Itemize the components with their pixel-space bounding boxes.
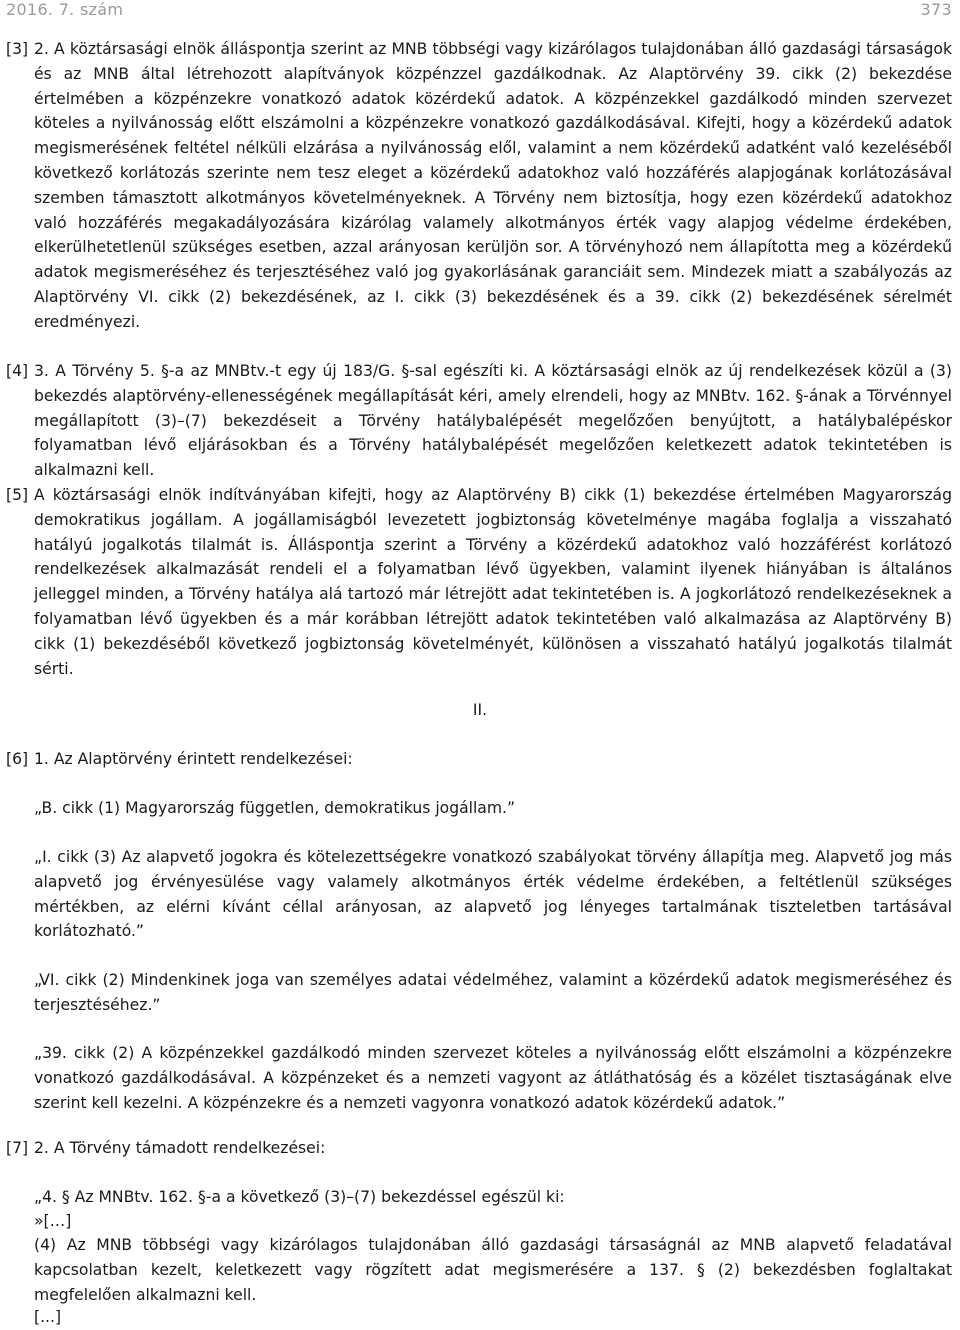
paragraph-text: 2. A Törvény támadott rendelkezései: (34, 1139, 326, 1157)
quote-ellipsis-open: »[…] (34, 1212, 72, 1230)
page-number: 373 (920, 0, 952, 19)
paragraph-number: [7] (6, 1139, 29, 1157)
paragraph-number: [6] (6, 750, 29, 768)
page-header (6, 0, 952, 26)
quote-i-cikk: „I. cikk (3) Az alapvető jogokra és kötelezettségekre vonatkozó szabályokat törvény állapítja meg. Alapvető jog más alapvető jog érvényesülése vagy valamely alkotmányos érték védelme érdekében, a feltétlenül szükséges mértékben, az elérni kívánt céllal arányosan, az alapvető jog lényeges tartalmának tiszteletben tartásával korlátozható.” (34, 848, 952, 941)
section-heading: II. (472, 701, 488, 719)
paragraph-3 (6, 37, 952, 335)
paragraph-4 (6, 359, 952, 483)
quote-ellipsis-end: [...] (34, 1308, 62, 1326)
paragraph-5 (6, 483, 952, 681)
paragraph-text: A köztársasági elnök indítványában kifejti, hogy az Alaptörvény B) cikk (1) bekezdése értelmében Magyarország demokratikus jogállam. A jogállamiságból levezetett jogbiztonság követelménye magába foglalja a visszaható hatályú jogalkotás tilalmát is. Álláspontja szerint a Törvény a közérdekű adatokhoz való hozzáférést korlátozó rendelkezések alkalmazását rendeli el a folyamatban lévő ügyekben, valamint ilyenek hiányában is általános jelleggel minden, a Törvény hatálya alá tartozó már létrejött adat tekintetében is. A jogkorlátozó rendelkezéseknek a folyamatban lévő ügyekben és a már korábban létrejött adatok tekintetében való alkalmazása az Alaptörvény B) cikk (1) bekezdéséből következő jogbiztonság követelményét, különösen a visszaható hatályú jogalkotás tilalmát sérti. (34, 486, 952, 678)
paragraph-number: [3] (6, 40, 29, 58)
quote-39-cikk: „39. cikk (2) A közpénzekkel gazdálkodó minden szervezet köteles a nyilvánosság előtt elszámolni a közpénzekre vonatkozó gazdálkodásával. A közpénzeket és a nemzeti vagyont az átláthatóság és a közélet tisztaságának elve szerint kell kezelni. A közpénzekre és a nemzeti vagyonra vonatkozó adatok közérdekű adatok.” (34, 1044, 952, 1112)
quote-b-cikk: „B. cikk (1) Magyarország független, demokratikus jogállam.” (34, 799, 516, 817)
paragraph-number: [5] (6, 486, 29, 504)
quote-vi-cikk: „VI. cikk (2) Mindenkinek joga van személyes adatai védelméhez, valamint a közérdekű adatok megismeréséhez és terjesztéséhez.” (34, 971, 952, 1014)
quote-4-paragraph: „4. § Az MNBtv. 162. §-a a következő (3)–(7) bekezdéssel egészül ki: (34, 1188, 565, 1206)
paragraph-7 (6, 1136, 952, 1161)
paragraph-6 (6, 747, 952, 772)
paragraph-number: [4] (6, 362, 29, 380)
quote-subsection-4: (4) Az MNB többségi vagy kizárólagos tulajdonában álló gazdasági társaságnál az MNB alapvető feladatával kapcsolatban kezelt, keletkezett vagy rögzített adat megismerésére a 137. § (2) bekezdésben foglaltakat megfelelően alkalmazni kell. (34, 1236, 952, 1304)
paragraph-text: 2. A köztársasági elnök álláspontja szerint az MNB többségi vagy kizárólagos tulajdonában álló gazdasági társaságok és az MNB által létrehozott alapítványok közpénzzel gazdálkodnak. Az Alaptörvény 39. cikk (2) bekezdése értelmében a közpénzekre vonatkozó adatok közérdekű adatok. A közpénzekkel gazdálkodó minden szervezet köteles a nyilvánosság előtt elszámolni a közpénzekre vonatkozó gazdálkodásával. Kifejti, hogy a közérdekű adatok megismerésének feltétel nélküli elzárása a nyilvánosság elől, valamint a nem közérdekű adatként való kezeléséből következő korlátozás szerinte nem tesz eleget a közérdekű adatokhoz való hozzáférés alapjogának korlátozásával szemben támasztott alkotmányos követelményeknek. A Törvény nem biztosítja, hogy ezen közérdekű adatokhoz való hozzáférés megakadályozására kizárólag valamely alkotmányos érték vagy alapjog védelme érdekében, elkerülhetetlenül szükséges esetben, azzal arányosan kerüljön sor. A törvényhozó nem állapította meg a közérdekű adatok megismeréséhez és terjesztéséhez való jog gyakorlásának garanciáit sem. Mindezek miatt a szabályozás az Alaptörvény VI. cikk (2) bekezdésének, az I. cikk (3) bekezdésének és a 39. cikk (2) bekezdésének sérelmét eredményezi. (34, 40, 952, 331)
paragraph-text: 3. A Törvény 5. §-a az MNBtv.-t egy új 183/G. §-sal egészíti ki. A köztársasági elnök az új rendelkezések közül a (3) bekezdés alaptörvény-ellenességének megállapítását kéri, amely elrendeli, hogy az MNBtv. 162. §-ának a Törvénnyel megállapított (3)–(7) bekezdéseit a Törvény hatálybalépését megelőzően benyújtott, a hatálybalépéskor folyamatban lévő eljárásokban és a Törvény hatálybalépését megelőzően keletkezett adatok tekintetében is alkalmazni kell. (34, 362, 952, 480)
paragraph-text: 1. Az Alaptörvény érintett rendelkezései: (34, 750, 353, 768)
issue-label: 2016. 7. szám (6, 0, 124, 19)
